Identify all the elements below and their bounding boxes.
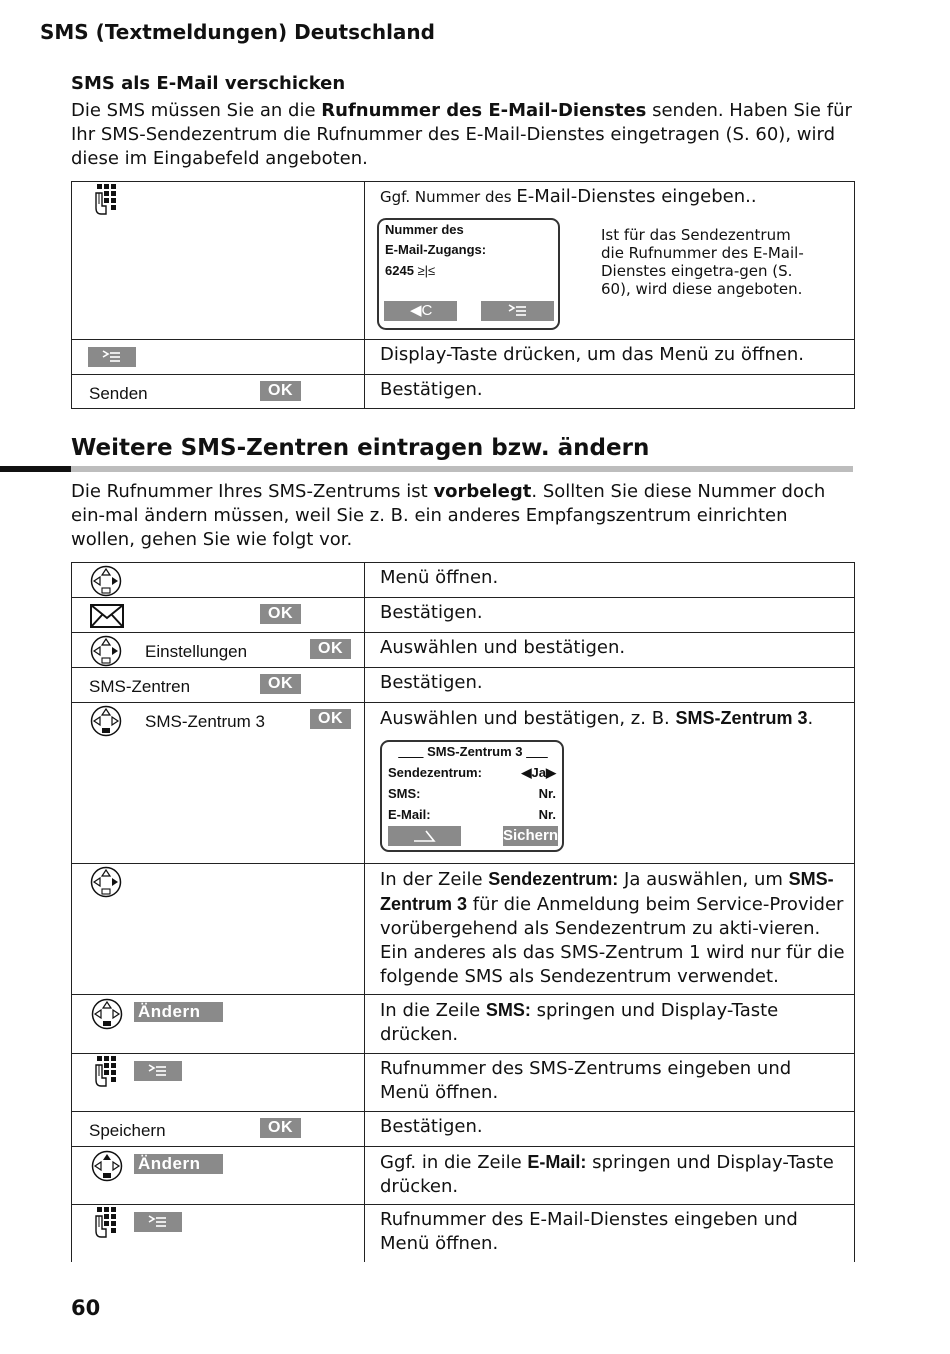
- menu-icon: [100, 347, 124, 367]
- step-text: Ggf. in die Zeile E-Mail: springen und Display-Taste drücken.: [365, 1147, 855, 1205]
- step-text: Bestätigen.: [365, 1112, 855, 1147]
- display-email-input: [377, 218, 560, 330]
- page-number: 60: [71, 1296, 101, 1320]
- nav-key-icon[interactable]: [91, 1150, 123, 1182]
- step-text: In der Zeile Sendezentrum: Ja auswählen, um SMS-Zentrum 3 für die Anmeldung beim Service-Provider vorübergehend als Sendezentrum zu akti-vieren. Ein anderes als das SMS-Zentrum 1 wird nur für die folgende SMS als Sendezentrum verwendet.: [365, 864, 855, 995]
- table-row: [72, 703, 855, 864]
- ok-key[interactable]: OK: [260, 604, 301, 624]
- menu-key[interactable]: [88, 347, 136, 367]
- table-row: [72, 1054, 855, 1112]
- step-text: Bestätigen.: [365, 668, 855, 703]
- display-value: Nr.: [538, 807, 556, 822]
- table-row: [72, 995, 855, 1054]
- nav-key-icon[interactable]: [90, 635, 122, 667]
- menu-label: SMS-Zentren: [89, 677, 191, 696]
- heading-rule-marker: [0, 466, 71, 472]
- ok-key[interactable]: OK: [310, 709, 351, 729]
- step-text: Bestätigen.: [365, 598, 855, 633]
- nav-key-icon[interactable]: [90, 705, 122, 737]
- table-row: [72, 1112, 855, 1147]
- section2-paragraph: Die Rufnummer Ihres SMS-Zentrums ist vorbelegt. Sollten Sie diese Nummer doch ein-mal ändern müssen, weil Sie z. B. ein anderes Empfangszentrum einrichten wollen, gehen Sie wie folgt vor.: [71, 481, 826, 550]
- keypad-icon: [95, 1056, 119, 1088]
- display-sms-centre: [380, 740, 564, 852]
- cursor-icon: ≥|≤: [417, 263, 436, 278]
- steps-table-centres: [71, 562, 855, 1262]
- table-row: [72, 182, 855, 340]
- display-line: Nummer des: [385, 222, 464, 237]
- display-label: SMS:: [388, 786, 421, 801]
- step-text: Rufnummer des SMS-Zentrums eingeben und Menü öffnen.: [365, 1054, 855, 1112]
- back-icon: [410, 827, 440, 845]
- display-menu-key: [481, 301, 554, 321]
- clear-icon: ◀C: [410, 302, 433, 319]
- ok-key[interactable]: OK: [260, 674, 301, 694]
- envelope-icon: [90, 604, 124, 628]
- left-arrow-icon: ◀: [521, 765, 532, 780]
- side-note: Ist für das Sendezentrum die Rufnummer des E-Mail-Dienstes eingetra-gen (S. 60), wird diese angeboten.: [601, 226, 804, 298]
- step-text: Rufnummer des E-Mail-Dienstes eingeben und Menü öffnen.: [365, 1205, 855, 1262]
- running-header: SMS (Textmeldungen) Deutschland: [40, 20, 435, 44]
- nav-key-icon[interactable]: [91, 998, 123, 1030]
- change-softkey[interactable]: Ändern: [134, 1002, 223, 1022]
- menu-key[interactable]: [134, 1061, 182, 1081]
- table-row: [72, 633, 855, 668]
- heading-rule: [71, 466, 853, 472]
- table-row: [72, 598, 855, 633]
- display-value-toggle[interactable]: ◀Ja▶: [521, 765, 556, 780]
- change-softkey[interactable]: Ändern: [134, 1154, 223, 1174]
- ok-key[interactable]: OK: [260, 381, 301, 401]
- display-value: Nr.: [538, 786, 556, 801]
- step-text: Auswählen und bestätigen.: [365, 633, 855, 668]
- table-row: [72, 668, 855, 703]
- steps-table-email: [71, 181, 855, 409]
- menu-key[interactable]: [134, 1212, 182, 1232]
- display-back-key[interactable]: [388, 826, 461, 846]
- section-heading: Weitere SMS-Zentren eintragen bzw. ändern: [71, 435, 650, 461]
- table-row: [72, 563, 855, 598]
- menu-icon: [146, 1061, 170, 1081]
- display-title: SMS-Zentrum 3: [427, 744, 523, 759]
- step-text: Menü öffnen.: [365, 563, 855, 598]
- display-clear-key: [384, 301, 457, 321]
- menu-icon: [506, 301, 530, 321]
- table-row: [72, 1205, 855, 1262]
- display-save-key[interactable]: Sichern: [503, 827, 559, 844]
- keypad-icon: [95, 184, 119, 216]
- ok-key[interactable]: OK: [310, 639, 351, 659]
- table-row: [72, 864, 855, 995]
- menu-label: Senden: [89, 384, 148, 403]
- menu-label: Einstellungen: [145, 642, 248, 661]
- step-text: Auswählen und bestätigen, z. B. SMS-Zentrum 3.: [380, 708, 814, 729]
- nav-key-icon[interactable]: [90, 866, 122, 898]
- display-number: 6245 ≥|≤: [385, 263, 436, 278]
- table-row: [72, 1147, 855, 1205]
- section1-paragraph: Die SMS müssen Sie an die Rufnummer des E-Mail-Dienstes senden. Haben Sie für Ihr SMS-Sendezentrum die Rufnummer des E-Mail-Dienstes eingetragen (S. 60), wird diese im Eingabefeld angeboten.: [71, 100, 852, 169]
- right-arrow-icon: ▶: [546, 765, 556, 780]
- keypad-icon: [95, 1207, 119, 1239]
- step-text: Bestätigen.: [365, 375, 855, 409]
- menu-label: Speichern: [89, 1121, 166, 1140]
- display-label: E-Mail:: [388, 807, 431, 822]
- step-text: Ggf. Nummer des E-Mail-Dienstes eingeben..: [380, 186, 757, 207]
- section-subtitle-email: SMS als E-Mail verschicken: [71, 73, 346, 94]
- table-row: [72, 375, 855, 409]
- step-text: In die Zeile SMS: springen und Display-Taste drücken.: [365, 995, 855, 1054]
- ok-key[interactable]: OK: [260, 1118, 301, 1138]
- display-line: E-Mail-Zugangs:: [385, 242, 487, 257]
- menu-icon: [146, 1212, 170, 1232]
- nav-key-icon[interactable]: [90, 565, 122, 597]
- table-row: [72, 340, 855, 375]
- step-text: Display-Taste drücken, um das Menü zu öffnen.: [365, 340, 855, 375]
- display-label: Sendezentrum:: [388, 765, 482, 780]
- menu-label: SMS-Zentrum 3: [145, 712, 265, 731]
